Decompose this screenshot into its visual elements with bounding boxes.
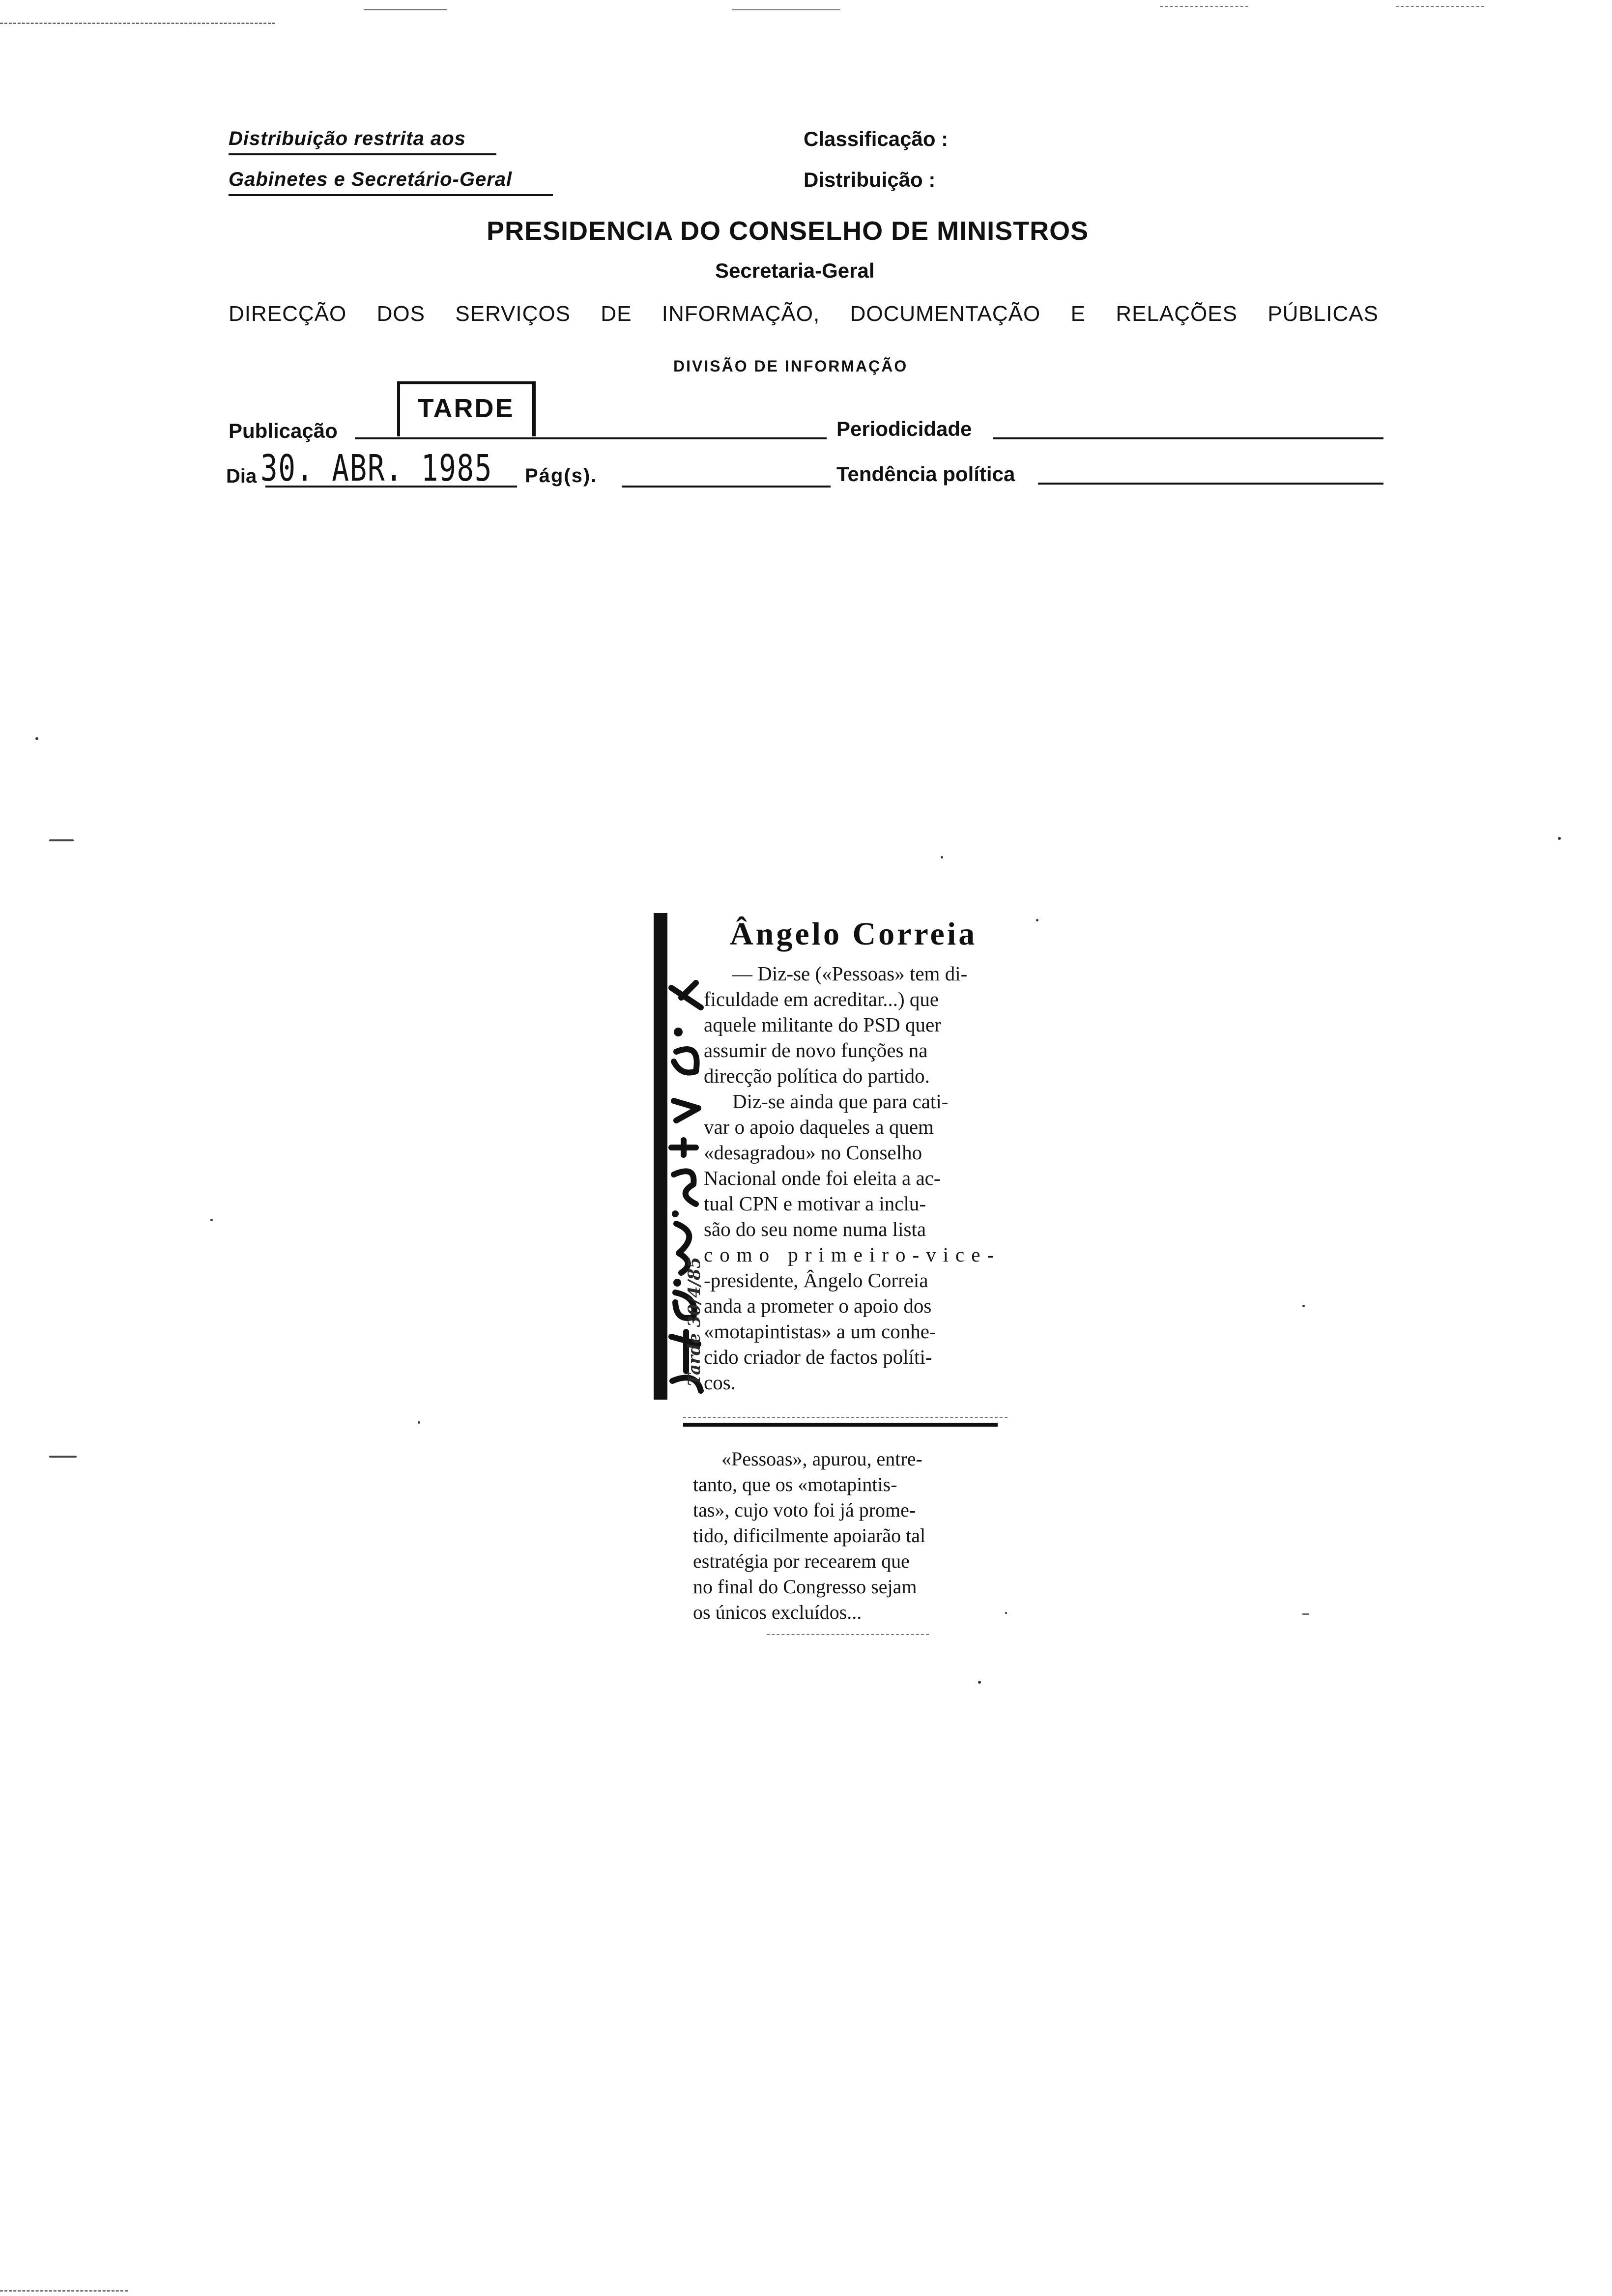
- article-line: «Pessoas», apurou, entre-: [721, 1448, 922, 1470]
- publicacao-stamp: TARDE: [397, 381, 536, 436]
- article-line: — Diz-se («Pessoas» tem di-: [732, 962, 968, 985]
- article-line: tido, dificilmente apoiarão tal: [693, 1524, 926, 1547]
- scan-speck: [210, 1219, 213, 1221]
- article-line: Diz-se ainda que para cati-: [732, 1090, 949, 1113]
- scan-speck: [49, 1456, 77, 1458]
- direccao-word: RELAÇÕES: [1116, 302, 1238, 326]
- clipping-cut-line: [683, 1417, 1008, 1418]
- clipping-separator: [683, 1423, 998, 1427]
- pags-field-line: [622, 486, 831, 488]
- direccao-word: E: [1070, 302, 1086, 326]
- article-line: os únicos excluídos...: [693, 1601, 862, 1623]
- scan-speck: [941, 856, 943, 859]
- article-line: var o apoio daqueles a quem: [704, 1116, 934, 1138]
- scan-speck: [1005, 1612, 1007, 1614]
- direccao-word: DIRECÇÃO: [229, 302, 347, 326]
- article-line: cos.: [704, 1371, 736, 1394]
- direccao-word: DOCUMENTAÇÃO: [850, 302, 1041, 326]
- scan-artifact-line: [364, 9, 447, 10]
- article-line: ficuldade em acreditar...) que: [704, 988, 939, 1010]
- clipping-headline: Ângelo Correia: [730, 916, 978, 952]
- tendencia-label: Tendência política: [836, 462, 1015, 486]
- dia-field-line: [265, 486, 517, 488]
- scan-speck: [1036, 919, 1038, 921]
- restricted-distribution-line2: Gabinetes e Secretário-Geral: [229, 170, 553, 196]
- article-line: tas», cujo voto foi já prome-: [693, 1499, 916, 1521]
- scan-artifact-line: [1160, 6, 1248, 7]
- periodicidade-label: Periodicidade: [836, 417, 972, 440]
- clipping-body: [704, 961, 1008, 1395]
- article-line: «motapintistas» a um conhe-: [704, 1320, 936, 1343]
- article-line: assumir de novo funções na: [704, 1039, 928, 1062]
- dia-label: Dia: [226, 465, 257, 487]
- direccao-word: DOS: [376, 302, 425, 326]
- handwritten-note-text: Tarde 30/4/85: [685, 1257, 704, 1386]
- pags-label: Pág(s).: [525, 465, 598, 487]
- direccao-word: SERVIÇOS: [455, 302, 571, 326]
- restricted-distribution-line1: Distribuição restrita aos: [229, 129, 496, 155]
- scan-artifact-line: [1396, 6, 1484, 7]
- clipping-bottom-cut-line: [767, 1634, 929, 1635]
- dia-date-stamp: 30. ABR. 1985: [260, 447, 493, 489]
- publicacao-field-line: [355, 437, 827, 439]
- article-line: tual CPN e motivar a inclu-: [704, 1192, 926, 1215]
- periodicidade-field-line: [993, 437, 1383, 439]
- article-line: direcção política do partido.: [704, 1064, 930, 1087]
- article-line: «desagradou» no Conselho: [704, 1141, 922, 1164]
- org-subtitle: Secretaria-Geral: [715, 259, 875, 282]
- direccao-line: [229, 303, 1379, 325]
- scan-speck: [978, 1681, 981, 1684]
- scan-speck: [1302, 1613, 1309, 1615]
- distribuicao-label: Distribuição :: [804, 168, 936, 191]
- org-title: PRESIDENCIA DO CONSELHO DE MINISTROS: [487, 216, 1089, 246]
- article-line: Nacional onde foi eleita a ac-: [704, 1167, 941, 1189]
- scan-artifact-line: [0, 2290, 128, 2292]
- clipping-followup: [693, 1446, 998, 1625]
- scan-speck: [1302, 1305, 1305, 1307]
- article-line: cido criador de factos políti-: [704, 1346, 932, 1368]
- divisao-label: DIVISÃO DE INFORMAÇÃO: [673, 357, 908, 375]
- article-line: estratégia por recearem que: [693, 1550, 910, 1572]
- article-line: são do seu nome numa lista: [704, 1218, 926, 1240]
- article-line: anda a prometer o apoio dos: [704, 1294, 932, 1317]
- direccao-word: INFORMAÇÃO,: [662, 302, 820, 326]
- direccao-word: DE: [601, 302, 632, 326]
- direccao-word: PÚBLICAS: [1267, 302, 1379, 326]
- article-line: aquele militante do PSD quer: [704, 1013, 941, 1036]
- scan-speck: [49, 839, 74, 841]
- publicacao-label: Publicação: [229, 419, 338, 442]
- scan-artifact-line: [732, 9, 840, 10]
- scan-speck: [418, 1421, 420, 1424]
- article-line: como primeiro-vice-: [704, 1243, 1001, 1266]
- tendencia-field-line: [1038, 483, 1383, 485]
- article-line: -presidente, Ângelo Correia: [704, 1269, 928, 1292]
- scan-speck: [1558, 837, 1561, 840]
- classificacao-label: Classificação :: [804, 127, 949, 150]
- article-line: tanto, que os «motapintis-: [693, 1473, 897, 1495]
- clipping-border-bar: [654, 913, 667, 1400]
- scan-artifact-line: [0, 23, 275, 24]
- scan-speck: [35, 737, 38, 740]
- article-line: no final do Congresso sejam: [693, 1576, 917, 1598]
